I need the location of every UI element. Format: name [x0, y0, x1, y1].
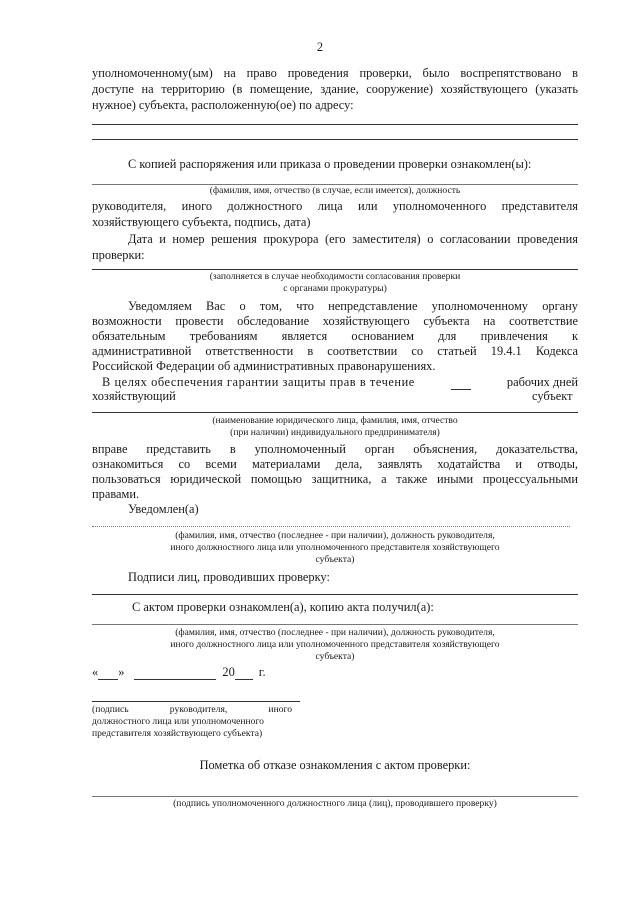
rights-line-3: пользоваться юридической помощью защитника, а также иными процессуальными [92, 472, 578, 486]
copy-order-heading: С копией распоряжения или приказа о проведении проверки ознакомлен(ы): [128, 157, 532, 171]
access-denied-line-3: нужное) субъекта, расположенную(ое) по адресу: [92, 98, 354, 112]
access-denied-line-1: уполномоченному(ым) на право проведения проверки, было воспрепятствовано в [92, 66, 578, 80]
act-caption-2: иного должностного лица или уполномоченного представителя хозяйствующего [170, 639, 500, 650]
notice-line-5: Российской Федерации об административных правонарушениях. [92, 359, 436, 373]
rights-line-4: правами. [92, 487, 140, 501]
sign-caption-1: (подпись руководителя, иного [92, 704, 292, 715]
notice-line-3: обязательным требованиям является основанием для привлечения к [92, 329, 578, 343]
signatures-label: Подписи лиц, проводивших проверку: [128, 570, 330, 584]
act-received-label: С актом проверки ознакомлен(а), копию акта получил(а): [132, 600, 434, 614]
prosecutor-line-2: проверки: [92, 248, 145, 262]
sign-caption-3: представителя хозяйствующего субъекта) [92, 728, 263, 739]
prosecutor-line-1: Дата и номер решения прокурора (его заместителя) о согласовании проведения [128, 232, 578, 246]
act-caption-1: (фамилия, имя, отчество (последнее - при наличии), должность руководителя, [175, 627, 495, 638]
day-blank[interactable] [98, 667, 118, 680]
year-prefix: 20 [222, 665, 235, 679]
notice-line-1: Уведомляем Вас о том, что непредставление уполномоченному органу [128, 299, 578, 313]
copy-order-cont-1: руководителя, иного должностного лица или уполномоченного представителя [92, 199, 578, 213]
sign-line [92, 701, 300, 702]
notified-line [92, 526, 570, 527]
date-open-quote: « [92, 665, 99, 679]
month-blank[interactable] [134, 667, 216, 680]
prosecutor-line [92, 269, 578, 270]
act-caption-3: субъекта) [315, 651, 355, 662]
guarantee-text-1: В целях обеспечения гарантии защиты прав в течение [102, 375, 415, 389]
refusal-mark-label: Пометка об отказе ознакомления с актом проверки: [199, 758, 471, 772]
act-line [92, 624, 578, 625]
notified-caption-1: (фамилия, имя, отчество (последнее - при наличии), должность руководителя, [175, 530, 495, 541]
guarantee-word-2: субъект [532, 389, 573, 403]
notified-caption-3: субъекта) [315, 554, 355, 565]
days-blank[interactable] [451, 377, 471, 390]
date-close-quote: » [118, 665, 125, 679]
notified-label: Уведомлен(а) [128, 502, 199, 516]
notified-caption-2: иного должностного лица или уполномоченного представителя хозяйствующего [170, 542, 500, 553]
year-suffix: г. [258, 665, 266, 679]
signatures-line [92, 594, 578, 595]
guarantee-text-2: рабочих дней [506, 375, 578, 389]
access-denied-line-2: доступе на территорию (в помещение, здание, сооружение) хозяйствующего (указать [92, 82, 578, 96]
refusal-line [92, 796, 578, 797]
address-line-1 [92, 124, 578, 125]
guarantee-word-1: хозяйствующий [92, 389, 176, 403]
address-line-2 [92, 139, 578, 140]
rights-line-1: вправе представить в уполномоченный орган объяснения, доказательства, [92, 442, 578, 456]
entity-caption-2: (при наличии) индивидуального предпринимателя) [230, 427, 440, 438]
notice-line-4: административной ответственности в соответствии со статьей 19.4.1 Кодекса [92, 344, 578, 358]
refusal-caption: (подпись уполномоченного должностного лица (лиц), проводившего проверку) [173, 798, 497, 809]
date-row [92, 665, 266, 680]
copy-order-caption: (фамилия, имя, отчество (в случае, если имеется), должность [209, 185, 461, 196]
page-number: 2 [316, 40, 324, 54]
guarantee-row [102, 375, 578, 390]
entity-line [92, 412, 578, 413]
prosecutor-caption-2: с органами прокуратуры) [283, 283, 387, 294]
year-blank[interactable] [235, 667, 253, 680]
rights-line-2: ознакомиться со всеми материалами дела, заявлять ходатайства и отводы, [92, 457, 578, 471]
entity-caption-1: (наименование юридического лица, фамилия, имя, отчество [212, 415, 458, 426]
sign-caption-2: должностного лица или уполномоченного [92, 716, 264, 727]
notice-line-2: возможности провести обследование хозяйствующего субъекта на соответствие [92, 314, 578, 328]
copy-order-cont-2: хозяйствующего субъекта, подпись, дата) [92, 215, 311, 229]
prosecutor-caption-1: (заполняется в случае необходимости согласования проверки [209, 271, 461, 282]
